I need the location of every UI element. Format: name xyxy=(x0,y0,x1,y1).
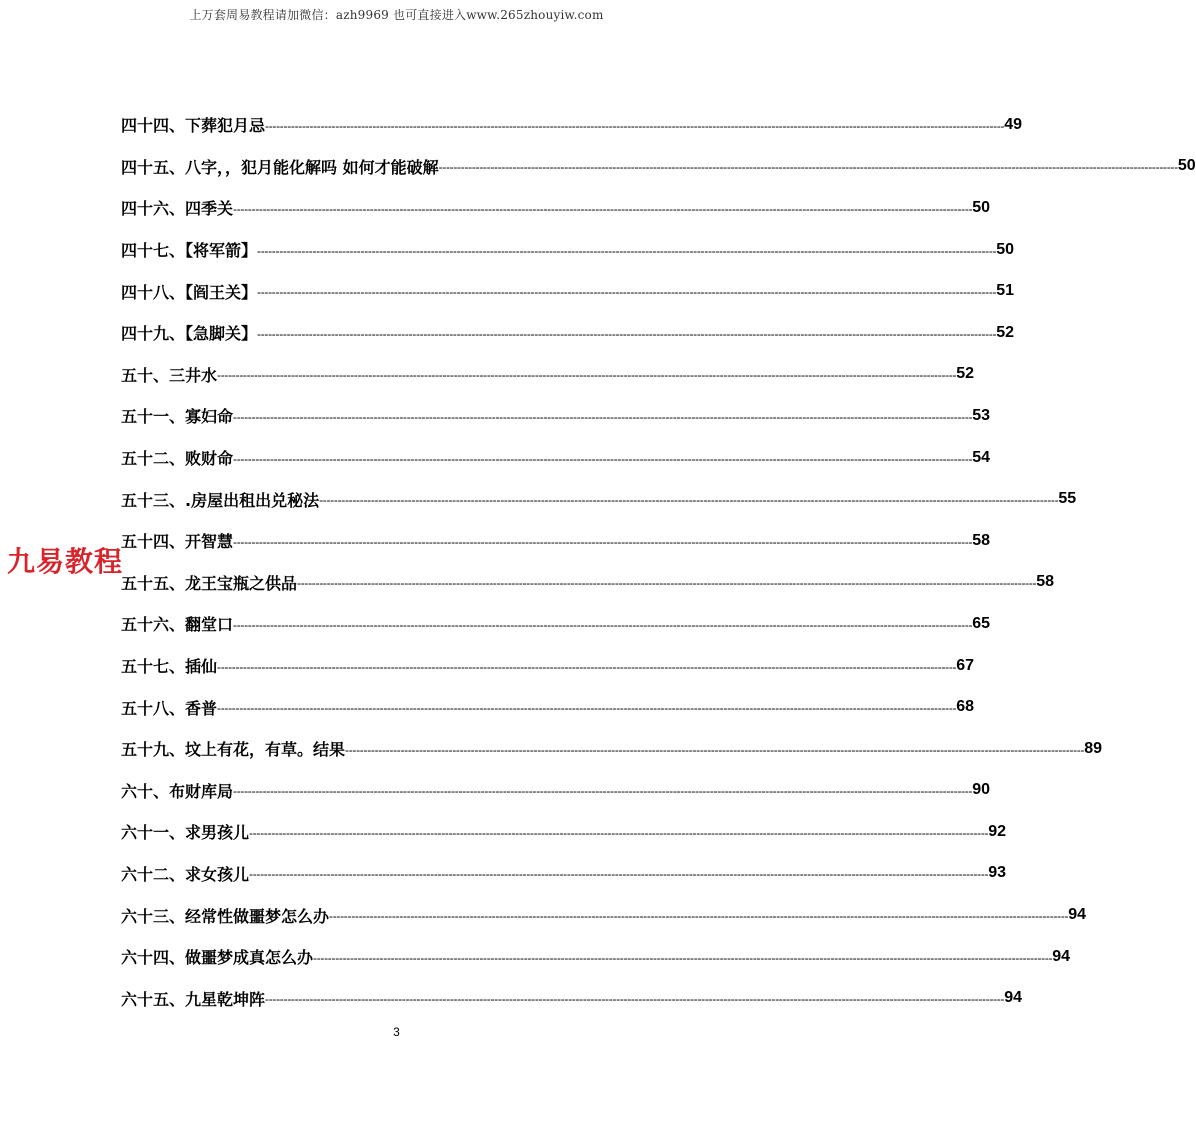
toc-leader: -------------------------------------------------------------------------------------------------------------------------------------------------------------------------------------------------------- xyxy=(345,742,1085,757)
toc-entry[interactable] xyxy=(121,645,975,687)
toc-leader: -------------------------------------------------------------------------------------------------------------------------------------------------------------------------------------------------------- xyxy=(297,576,1037,591)
toc-leader: -------------------------------------------------------------------------------------------------------------------------------------------------------------------------------------------------------- xyxy=(319,493,1059,508)
toc-entry[interactable] xyxy=(121,187,991,229)
toc-entry-title: 四十四、下葬犯月忌 xyxy=(121,116,266,136)
toc-entry-page: 50 xyxy=(972,198,991,216)
toc-entry-page: 54 xyxy=(972,448,991,466)
toc-entry-title: 五十三、.房屋出租出兑秘法 xyxy=(121,490,320,510)
toc-entry[interactable] xyxy=(121,977,1023,1019)
toc-entry[interactable] xyxy=(121,104,1023,146)
toc-entry-title: 六十三、经常性做噩梦怎么办 xyxy=(121,906,330,926)
toc-entry-title: 六十一、求男孩儿 xyxy=(121,823,250,843)
toc-leader: -------------------------------------------------------------------------------------------------------------------------------------------------------------------------------------------------------- xyxy=(233,784,973,799)
toc-entry-title: 五十八、香普 xyxy=(121,698,218,718)
toc-entry-title: 四十九、【急脚关】 xyxy=(121,324,258,344)
toc-entry-page: 93 xyxy=(988,864,1007,882)
toc-entry[interactable] xyxy=(121,728,1103,770)
toc-leader: -------------------------------------------------------------------------------------------------------------------------------------------------------------------------------------------------------- xyxy=(313,950,1053,965)
toc-entry[interactable] xyxy=(121,686,975,728)
toc-entry-title: 六十二、求女孩儿 xyxy=(121,864,250,884)
toc-entry-page: 58 xyxy=(972,531,991,549)
header-note: 上万套周易教程请加微信：azh9969 也可直接进入www.265zhouyiw.com xyxy=(189,8,604,22)
toc-entry-page: 58 xyxy=(1036,573,1055,591)
toc-entry-page: 55 xyxy=(1058,490,1077,508)
toc-leader: -------------------------------------------------------------------------------------------------------------------------------------------------------------------------------------------------------- xyxy=(257,243,997,258)
watermark-logo: 九易教程 xyxy=(7,545,124,578)
toc-entry-page: 67 xyxy=(956,656,975,674)
toc-entry[interactable] xyxy=(121,520,991,562)
toc-entry-title: 五十六、翻堂口 xyxy=(121,615,234,635)
toc-entry[interactable] xyxy=(121,603,991,645)
toc-leader: -------------------------------------------------------------------------------------------------------------------------------------------------------------------------------------------------------- xyxy=(217,659,957,674)
toc-entry-page: 51 xyxy=(996,282,1015,300)
toc-entry[interactable] xyxy=(121,936,1071,978)
toc-entry-title: 五十、三井水 xyxy=(121,365,218,385)
toc-entry[interactable] xyxy=(121,395,991,437)
toc-entry-title: 四十五、八字，，犯月能化解吗 如何才能破解 xyxy=(121,157,439,177)
toc-entry-page: 94 xyxy=(1052,947,1071,965)
toc-entry-page: 53 xyxy=(972,406,991,424)
toc-leader: -------------------------------------------------------------------------------------------------------------------------------------------------------------------------------------------------------- xyxy=(249,825,989,840)
page-number: 3 xyxy=(393,1025,400,1039)
toc-entry[interactable] xyxy=(121,562,1055,604)
toc-entry-title: 四十八、【阎王关】 xyxy=(121,282,258,302)
toc-leader: -------------------------------------------------------------------------------------------------------------------------------------------------------------------------------------------------------- xyxy=(217,368,957,383)
toc-entry-title: 六十、布财库局 xyxy=(121,781,234,801)
toc-entry-page: 68 xyxy=(956,698,975,716)
toc-leader: -------------------------------------------------------------------------------------------------------------------------------------------------------------------------------------------------------- xyxy=(265,118,1005,133)
toc-entry-title: 五十五、龙王宝瓶之供品 xyxy=(121,573,298,593)
toc-entry-title: 四十七、【将军箭】 xyxy=(121,241,258,261)
toc-entry[interactable] xyxy=(121,354,975,396)
toc-entry-page: 89 xyxy=(1084,739,1103,757)
toc-leader: -------------------------------------------------------------------------------------------------------------------------------------------------------------------------------------------------------- xyxy=(233,451,973,466)
toc-entry-title: 五十二、败财命 xyxy=(121,449,234,469)
toc-entry-title: 六十五、九星乾坤阵 xyxy=(121,989,266,1009)
toc-entry[interactable] xyxy=(121,270,1015,312)
toc-leader: -------------------------------------------------------------------------------------------------------------------------------------------------------------------------------------------------------- xyxy=(257,326,997,341)
toc-leader: -------------------------------------------------------------------------------------------------------------------------------------------------------------------------------------------------------- xyxy=(233,617,973,632)
toc-entry-page: 50 xyxy=(996,240,1015,258)
toc-entry[interactable] xyxy=(121,437,991,479)
toc-entry-page: 65 xyxy=(972,614,991,632)
toc-entry-title: 五十四、开智慧 xyxy=(121,532,234,552)
toc-entry-title: 六十四、做噩梦成真怎么办 xyxy=(121,948,314,968)
toc-entry-page: 52 xyxy=(956,365,975,383)
toc-leader: -------------------------------------------------------------------------------------------------------------------------------------------------------------------------------------------------------- xyxy=(438,160,1178,175)
toc-entry-title: 五十九、坟上有花，有草。结果 xyxy=(121,740,346,760)
toc-entry-page: 92 xyxy=(988,822,1007,840)
toc-entry-page: 49 xyxy=(1004,115,1023,133)
toc-entry[interactable] xyxy=(121,229,1015,271)
toc-leader: -------------------------------------------------------------------------------------------------------------------------------------------------------------------------------------------------------- xyxy=(265,992,1005,1007)
table-of-contents xyxy=(121,104,1196,1019)
toc-entry[interactable] xyxy=(121,770,991,812)
toc-entry[interactable] xyxy=(121,146,1196,188)
toc-entry[interactable] xyxy=(121,312,1015,354)
toc-entry[interactable] xyxy=(121,894,1087,936)
toc-leader: -------------------------------------------------------------------------------------------------------------------------------------------------------------------------------------------------------- xyxy=(233,534,973,549)
toc-entry-title: 五十一、寡妇命 xyxy=(121,407,234,427)
toc-leader: -------------------------------------------------------------------------------------------------------------------------------------------------------------------------------------------------------- xyxy=(233,409,973,424)
toc-entry-page: 90 xyxy=(972,781,991,799)
toc-entry-title: 四十六、四季关 xyxy=(121,199,234,219)
toc-entry-page: 94 xyxy=(1004,989,1023,1007)
toc-entry-title: 五十七、插仙 xyxy=(121,657,218,677)
toc-leader: -------------------------------------------------------------------------------------------------------------------------------------------------------------------------------------------------------- xyxy=(217,701,957,716)
toc-entry-page: 50 xyxy=(1177,157,1196,175)
toc-leader: -------------------------------------------------------------------------------------------------------------------------------------------------------------------------------------------------------- xyxy=(329,909,1069,924)
toc-leader: -------------------------------------------------------------------------------------------------------------------------------------------------------------------------------------------------------- xyxy=(233,201,973,216)
toc-entry[interactable] xyxy=(121,478,1077,520)
toc-entry[interactable] xyxy=(121,811,1007,853)
toc-entry-page: 52 xyxy=(996,323,1015,341)
toc-leader: -------------------------------------------------------------------------------------------------------------------------------------------------------------------------------------------------------- xyxy=(257,285,997,300)
toc-leader: -------------------------------------------------------------------------------------------------------------------------------------------------------------------------------------------------------- xyxy=(249,867,989,882)
toc-entry-page: 94 xyxy=(1068,906,1087,924)
toc-entry[interactable] xyxy=(121,853,1007,895)
